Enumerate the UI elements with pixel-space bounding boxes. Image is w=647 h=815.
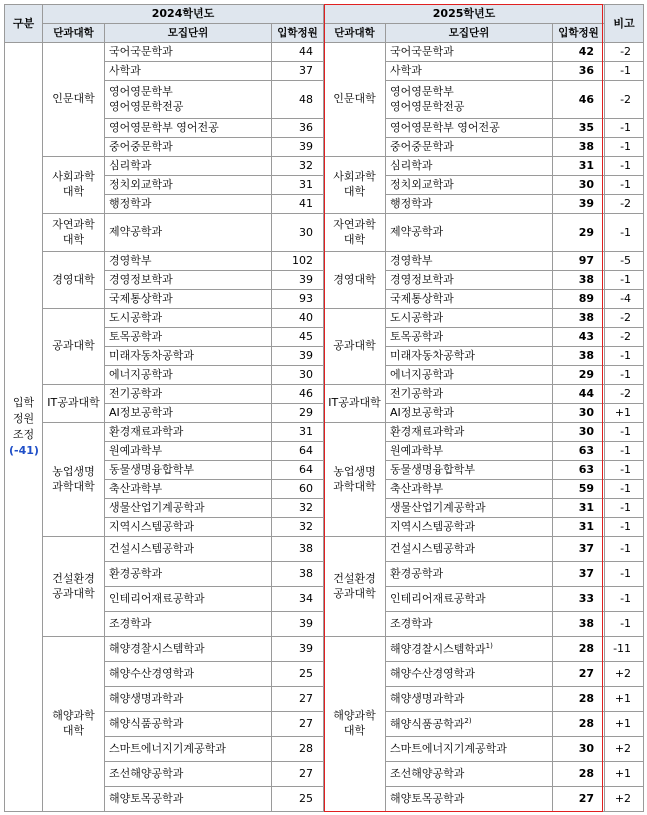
dept-2025-name: 원예과학부 — [390, 443, 444, 457]
quota-2025: 37 — [553, 562, 605, 587]
dept-2025-name: 환경재료과학과 — [390, 424, 465, 438]
note-change: -1 — [605, 587, 644, 612]
quota-2025: 27 — [553, 787, 605, 812]
note-change: -2 — [605, 195, 644, 214]
dept-2025 — [386, 499, 553, 518]
quota-2024: 41 — [272, 195, 324, 214]
dept-2025 — [386, 252, 553, 271]
dept-2025-name: 토목공학과 — [390, 329, 444, 343]
header-year-2025: 2025학년도 — [324, 5, 605, 24]
dept-2025-name: 국어국문학과 — [390, 44, 454, 58]
quota-2024: 27 — [272, 762, 324, 787]
quota-2025: 97 — [553, 252, 605, 271]
quota-2025: 28 — [553, 687, 605, 712]
table-row — [5, 537, 644, 562]
quota-2024: 38 — [272, 562, 324, 587]
dept-2025-name: 정치외교학과 — [390, 177, 454, 191]
dept-2024: 원예과학부 — [105, 442, 272, 461]
dept-2025 — [386, 195, 553, 214]
dept-2024: 토목공학과 — [105, 328, 272, 347]
quota-2025: 33 — [553, 587, 605, 612]
quota-2024: 39 — [272, 271, 324, 290]
dept-2025-name: 해양식품공학과 — [390, 717, 465, 731]
dept-2025-name: 스마트에너지기계공학과 — [390, 741, 507, 755]
footnote-marker: 2) — [464, 716, 472, 725]
dept-2025 — [386, 737, 553, 762]
dept-2025 — [386, 762, 553, 787]
quota-2025: 30 — [553, 423, 605, 442]
quota-2025: 37 — [553, 537, 605, 562]
quota-2024: 93 — [272, 290, 324, 309]
note-change: -1 — [605, 612, 644, 637]
dept-2025 — [386, 81, 553, 119]
header-note: 비고 — [605, 5, 644, 43]
quota-2025: 35 — [553, 119, 605, 138]
note-change: -1 — [605, 214, 644, 252]
dept-2024: 경영정보학과 — [105, 271, 272, 290]
quota-2024: 60 — [272, 480, 324, 499]
dept-2024: 스마트에너지기계공학과 — [105, 737, 272, 762]
dept-2025 — [386, 176, 553, 195]
college-2024: 건설환경 공과대학 — [43, 537, 105, 637]
note-change: -1 — [605, 176, 644, 195]
header-college-2025: 단과대학 — [324, 24, 386, 43]
quota-2024: 39 — [272, 612, 324, 637]
quota-2025: 38 — [553, 138, 605, 157]
college-2024: 경영대학 — [43, 252, 105, 309]
header-row-1 — [5, 5, 644, 24]
quota-2025: 39 — [553, 195, 605, 214]
dept-2024: 조선해양공학과 — [105, 762, 272, 787]
dept-2024: 지역시스템공학과 — [105, 518, 272, 537]
dept-2024: 인테리어재료공학과 — [105, 587, 272, 612]
table-row — [5, 214, 644, 252]
note-change: +2 — [605, 787, 644, 812]
note-change: +2 — [605, 662, 644, 687]
quota-2024: 27 — [272, 712, 324, 737]
dept-2024: 해양식품공학과 — [105, 712, 272, 737]
college-2025: 건설환경 공과대학 — [324, 537, 386, 637]
quota-2024: 28 — [272, 737, 324, 762]
dept-2024: 심리학과 — [105, 157, 272, 176]
dept-2024: 해양생명과학과 — [105, 687, 272, 712]
college-2024: 자연과학 대학 — [43, 214, 105, 252]
note-change: -11 — [605, 637, 644, 662]
dept-2024: 경영학부 — [105, 252, 272, 271]
dept-2025-name: 중어중문학과 — [390, 139, 454, 153]
note-change: +1 — [605, 404, 644, 423]
note-change: -2 — [605, 385, 644, 404]
dept-2024: 해양수산경영학과 — [105, 662, 272, 687]
quota-2025: 63 — [553, 442, 605, 461]
note-change: +2 — [605, 737, 644, 762]
quota-2024: 46 — [272, 385, 324, 404]
header-year-2024: 2024학년도 — [43, 5, 324, 24]
quota-2024: 34 — [272, 587, 324, 612]
header-unit-2024: 모집단위 — [105, 24, 272, 43]
dept-2025-name: 미래자동차공학과 — [390, 348, 476, 362]
dept-2025-name: 건설시스템공학과 — [390, 541, 476, 555]
quota-2025: 27 — [553, 662, 605, 687]
quota-2024: 64 — [272, 461, 324, 480]
dept-2025-name: 환경공학과 — [390, 566, 444, 580]
quota-2024: 32 — [272, 157, 324, 176]
header-quota-2024: 입학정원 — [272, 24, 324, 43]
dept-2025 — [386, 612, 553, 637]
dept-2024: 제약공학과 — [105, 214, 272, 252]
dept-2024: 환경공학과 — [105, 562, 272, 587]
dept-2025-name: 영어영문학부 영어영문학전공 — [390, 85, 465, 113]
quota-2025: 59 — [553, 480, 605, 499]
quota-2025: 89 — [553, 290, 605, 309]
dept-2025-name: 영어영문학부 영어전공 — [390, 120, 500, 134]
college-2025: 경영대학 — [324, 252, 386, 309]
table-row — [5, 423, 644, 442]
dept-2025 — [386, 328, 553, 347]
dept-2025-name: 해양수산경영학과 — [390, 666, 476, 680]
quota-2024: 31 — [272, 423, 324, 442]
table-row — [5, 385, 644, 404]
dept-2025-name: 인테리어재료공학과 — [390, 591, 486, 605]
quota-2024: 40 — [272, 309, 324, 328]
quota-2025: 31 — [553, 518, 605, 537]
quota-2024: 39 — [272, 637, 324, 662]
dept-2025-name: 해양토목공학과 — [390, 791, 465, 805]
quota-2025: 38 — [553, 612, 605, 637]
dept-2024: 해양경찰시스템학과 — [105, 637, 272, 662]
quota-2024: 38 — [272, 537, 324, 562]
quota-2024: 30 — [272, 366, 324, 385]
dept-2025-name: 해양생명과학과 — [390, 691, 465, 705]
quota-2025: 44 — [553, 385, 605, 404]
college-2024: 공과대학 — [43, 309, 105, 385]
dept-2025 — [386, 480, 553, 499]
dept-2025-name: 전기공학과 — [390, 386, 444, 400]
dept-2025-name: 지역시스템공학과 — [390, 519, 476, 533]
dept-2024: 건설시스템공학과 — [105, 537, 272, 562]
note-change: -1 — [605, 366, 644, 385]
note-change: -1 — [605, 442, 644, 461]
dept-2024: 정치외교학과 — [105, 176, 272, 195]
dept-2024: 행정학과 — [105, 195, 272, 214]
quota-2024: 48 — [272, 81, 324, 119]
quota-2024: 39 — [272, 347, 324, 366]
college-2025: 공과대학 — [324, 309, 386, 385]
quota-2024: 32 — [272, 518, 324, 537]
category-cell — [5, 43, 43, 812]
quota-2025: 36 — [553, 62, 605, 81]
quota-2024: 31 — [272, 176, 324, 195]
dept-2025-name: 에너지공학과 — [390, 367, 454, 381]
dept-2025-name: 심리학과 — [390, 158, 433, 172]
dept-2024: 중어중문학과 — [105, 138, 272, 157]
dept-2025 — [386, 537, 553, 562]
college-2025: 사회과학 대학 — [324, 157, 386, 214]
note-change: +1 — [605, 762, 644, 787]
header-gubun: 구분 — [5, 5, 43, 43]
dept-2025 — [386, 271, 553, 290]
header-unit-2025: 모집단위 — [386, 24, 553, 43]
college-2025: 인문대학 — [324, 43, 386, 157]
note-change: -1 — [605, 62, 644, 81]
note-change: -1 — [605, 138, 644, 157]
header-college-2024: 단과대학 — [43, 24, 105, 43]
dept-2025 — [386, 43, 553, 62]
college-2024: 농업생명 과학대학 — [43, 423, 105, 537]
quota-2024: 32 — [272, 499, 324, 518]
note-change: -1 — [605, 518, 644, 537]
quota-2024: 37 — [272, 62, 324, 81]
dept-2025 — [386, 562, 553, 587]
dept-2025-name: 조경학과 — [390, 616, 433, 630]
note-change: -1 — [605, 461, 644, 480]
dept-2025-name: 사학과 — [390, 63, 422, 77]
dept-2025 — [386, 309, 553, 328]
dept-2025 — [386, 157, 553, 176]
dept-2024: 영어영문학부 영어영문학전공 — [105, 81, 272, 119]
table-row — [5, 43, 644, 62]
dept-2025 — [386, 385, 553, 404]
college-2024: 인문대학 — [43, 43, 105, 157]
note-change: +1 — [605, 687, 644, 712]
college-2024: IT공과대학 — [43, 385, 105, 423]
dept-2024: 전기공학과 — [105, 385, 272, 404]
note-change: -2 — [605, 43, 644, 62]
dept-2024: 미래자동차공학과 — [105, 347, 272, 366]
quota-2024: 27 — [272, 687, 324, 712]
quota-2025: 28 — [553, 762, 605, 787]
footnote-marker: 1) — [485, 641, 493, 650]
dept-2025-name: 도시공학과 — [390, 310, 444, 324]
quota-2024: 64 — [272, 442, 324, 461]
quota-2025: 38 — [553, 347, 605, 366]
quota-2025: 63 — [553, 461, 605, 480]
dept-2025 — [386, 290, 553, 309]
quota-2024: 30 — [272, 214, 324, 252]
quota-2025: 38 — [553, 309, 605, 328]
category-label: 입학 정원 조정 — [12, 396, 35, 441]
quota-2025: 43 — [553, 328, 605, 347]
college-2025: IT공과대학 — [324, 385, 386, 423]
note-change: -1 — [605, 271, 644, 290]
college-2025: 농업생명 과학대학 — [324, 423, 386, 537]
dept-2025 — [386, 214, 553, 252]
note-change: -1 — [605, 119, 644, 138]
college-2025: 자연과학 대학 — [324, 214, 386, 252]
dept-2025 — [386, 138, 553, 157]
dept-2024: 축산과학부 — [105, 480, 272, 499]
dept-2024: 해양토목공학과 — [105, 787, 272, 812]
quota-2025: 29 — [553, 214, 605, 252]
note-change: -2 — [605, 328, 644, 347]
quota-2025: 42 — [553, 43, 605, 62]
table-row — [5, 637, 644, 662]
dept-2024: 국제통상학과 — [105, 290, 272, 309]
dept-2025-name: 생물산업기계공학과 — [390, 500, 486, 514]
note-change: -2 — [605, 309, 644, 328]
dept-2025 — [386, 637, 553, 662]
college-2024: 사회과학 대학 — [43, 157, 105, 214]
quota-2024: 25 — [272, 662, 324, 687]
dept-2024: 동물생명융합학부 — [105, 461, 272, 480]
dept-2024: 영어영문학부 영어전공 — [105, 119, 272, 138]
dept-2025 — [386, 347, 553, 366]
quota-2025: 29 — [553, 366, 605, 385]
dept-2025-name: 해양경찰시스템학과 — [390, 642, 486, 656]
quota-2024: 44 — [272, 43, 324, 62]
dept-2025 — [386, 518, 553, 537]
dept-2025-name: 제약공학과 — [390, 225, 444, 239]
dept-2025 — [386, 423, 553, 442]
quota-2024: 25 — [272, 787, 324, 812]
quota-2025: 28 — [553, 637, 605, 662]
dept-2024: 도시공학과 — [105, 309, 272, 328]
note-change: -1 — [605, 499, 644, 518]
dept-2024: 조경학과 — [105, 612, 272, 637]
dept-2025 — [386, 366, 553, 385]
dept-2024: 환경재료과학과 — [105, 423, 272, 442]
dept-2025 — [386, 119, 553, 138]
dept-2025-name: 경영정보학과 — [390, 272, 454, 286]
dept-2025 — [386, 712, 553, 737]
quota-2024: 36 — [272, 119, 324, 138]
note-change: -5 — [605, 252, 644, 271]
note-change: -4 — [605, 290, 644, 309]
note-change: -1 — [605, 537, 644, 562]
note-change: -1 — [605, 347, 644, 366]
quota-2025: 46 — [553, 81, 605, 119]
quota-2024: 102 — [272, 252, 324, 271]
quota-2024: 45 — [272, 328, 324, 347]
dept-2025-name: AI정보공학과 — [390, 405, 454, 419]
quota-2025: 38 — [553, 271, 605, 290]
dept-2025-name: 동물생명융합학부 — [390, 462, 476, 476]
dept-2024: 에너지공학과 — [105, 366, 272, 385]
quota-2025: 31 — [553, 157, 605, 176]
quota-2025: 30 — [553, 404, 605, 423]
table-row — [5, 309, 644, 328]
note-change: -1 — [605, 562, 644, 587]
dept-2024: 생물산업기계공학과 — [105, 499, 272, 518]
dept-2025-name: 축산과학부 — [390, 481, 444, 495]
dept-2025-name: 조선해양공학과 — [390, 766, 465, 780]
dept-2025-name: 경영학부 — [390, 253, 433, 267]
college-2024: 해양과학 대학 — [43, 637, 105, 812]
quota-2025: 30 — [553, 737, 605, 762]
dept-2025-name: 행정학과 — [390, 196, 433, 210]
quota-2025: 30 — [553, 176, 605, 195]
note-change: +1 — [605, 712, 644, 737]
header-row-2 — [5, 24, 644, 43]
quota-2025: 28 — [553, 712, 605, 737]
note-change: -1 — [605, 157, 644, 176]
table-row — [5, 252, 644, 271]
college-2025: 해양과학 대학 — [324, 637, 386, 812]
dept-2025 — [386, 587, 553, 612]
note-change: -1 — [605, 480, 644, 499]
dept-2024: 사학과 — [105, 62, 272, 81]
dept-2025 — [386, 787, 553, 812]
dept-2025-name: 국제통상학과 — [390, 291, 454, 305]
quota-2024: 39 — [272, 138, 324, 157]
note-change: -1 — [605, 423, 644, 442]
dept-2024: 국어국문학과 — [105, 43, 272, 62]
dept-2025 — [386, 442, 553, 461]
quota-2024: 29 — [272, 404, 324, 423]
admission-quota-table — [4, 4, 644, 812]
quota-2025: 31 — [553, 499, 605, 518]
note-change: -2 — [605, 81, 644, 119]
dept-2024: AI정보공학과 — [105, 404, 272, 423]
dept-2025 — [386, 404, 553, 423]
header-quota-2025: 입학정원 — [553, 24, 605, 43]
dept-2025 — [386, 662, 553, 687]
table-row — [5, 157, 644, 176]
dept-2025 — [386, 461, 553, 480]
dept-2025 — [386, 62, 553, 81]
category-total: (-41) — [9, 443, 39, 457]
dept-2025 — [386, 687, 553, 712]
